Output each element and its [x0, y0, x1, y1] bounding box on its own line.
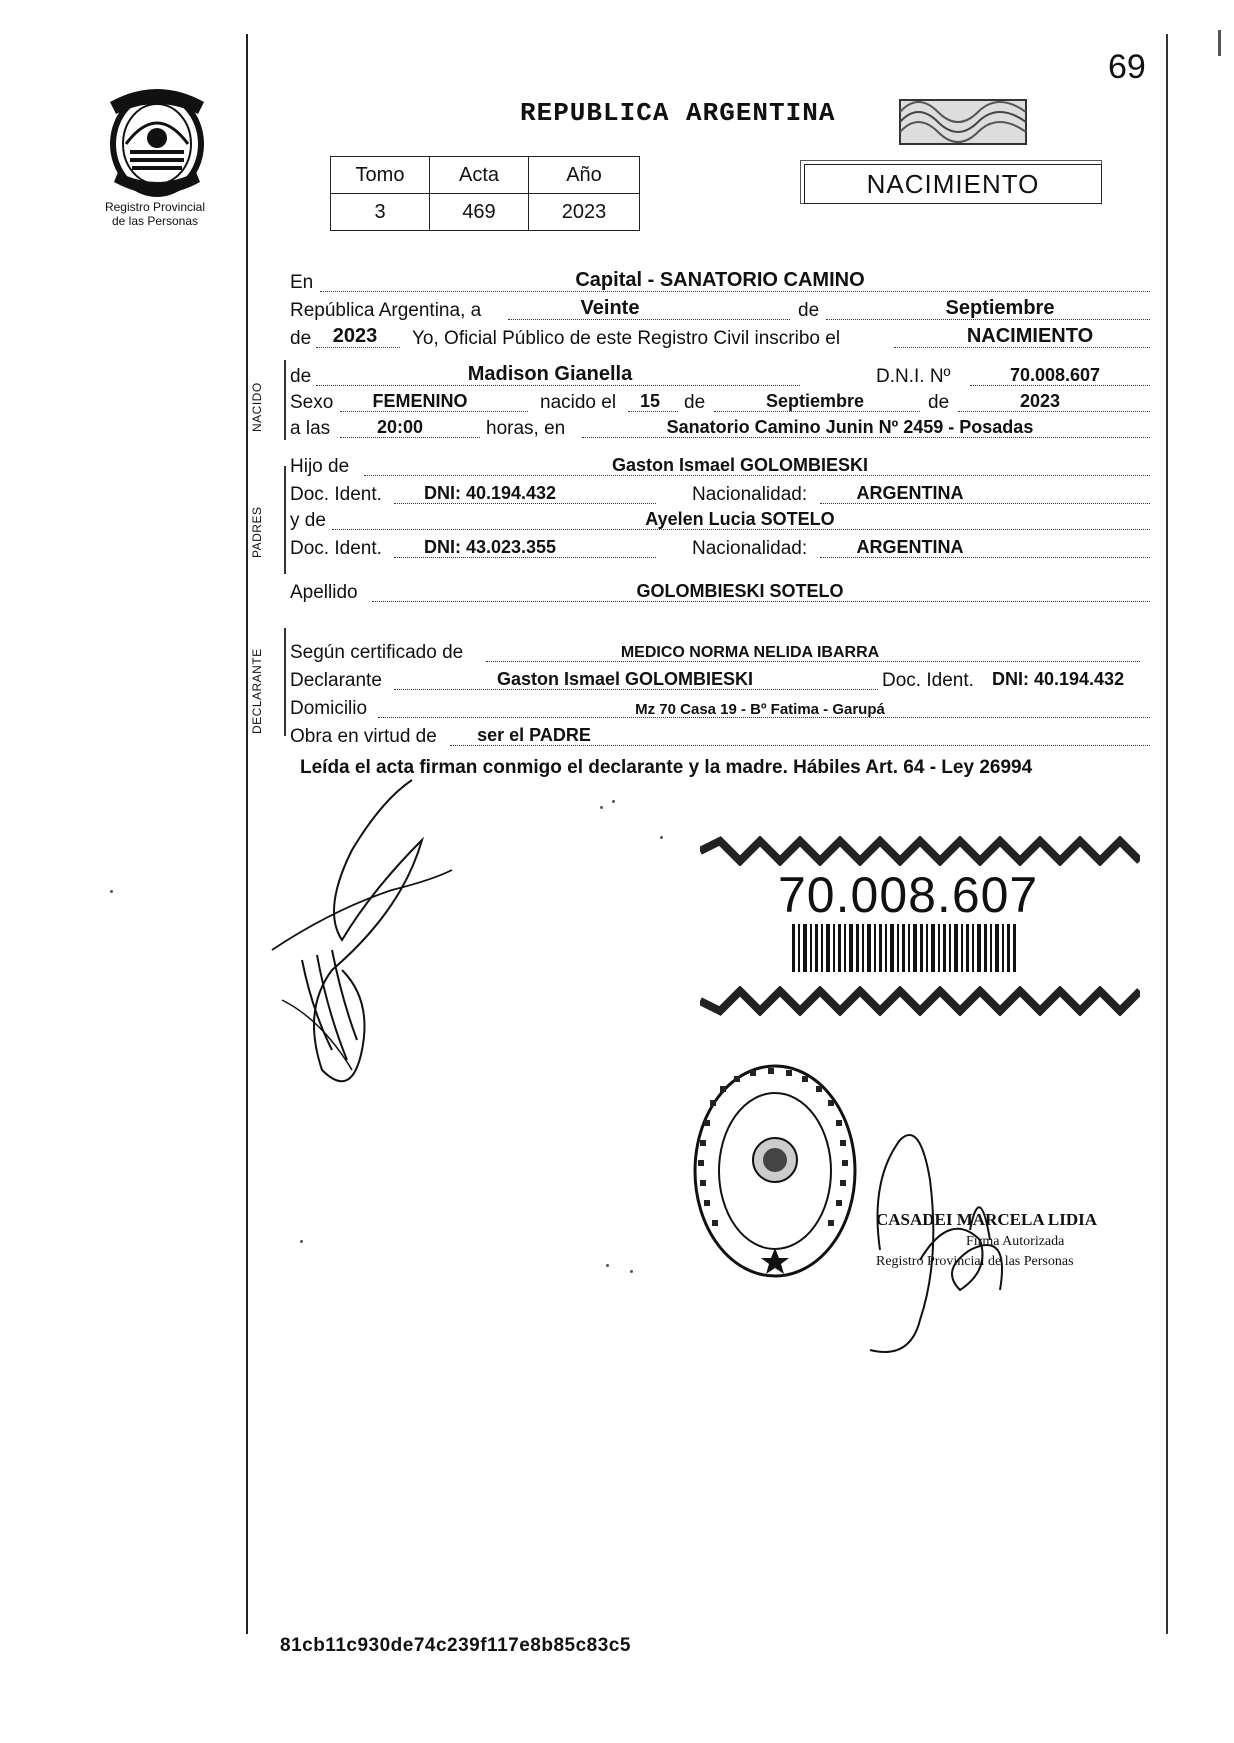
province-emblem-logo [100, 82, 214, 200]
logo-caption [80, 200, 230, 228]
mother-doc: DNI: 43.023.355 [423, 537, 557, 557]
mother-nationality: ARGENTINA [856, 537, 964, 557]
doc-label: Doc. Ident. [290, 538, 382, 559]
virtue-value: ser el PADRE [477, 725, 591, 745]
de-label: de [290, 328, 312, 349]
registry-header-ano: Año [529, 157, 640, 194]
padres-section-label: PADRES [250, 506, 264, 558]
virtue-row [290, 722, 1150, 748]
official-signature [860, 1120, 1060, 1360]
declarant-name: Gaston Ismael GOLOMBIESKI [496, 669, 754, 689]
mother-row [290, 506, 1150, 532]
father-label: Hijo de [290, 456, 350, 477]
page-number: 69 [1108, 48, 1146, 86]
father-doc: DNI: 40.194.432 [423, 483, 557, 503]
year-value: 2023 [332, 325, 378, 347]
registry-header-row [331, 157, 640, 194]
father-nationality: ARGENTINA [856, 483, 964, 503]
country-label: República Argentina, a [290, 300, 482, 321]
nationality-label: Nacionalidad: [692, 538, 808, 559]
registry-header-acta: Acta [430, 157, 529, 194]
registry-value-row [331, 194, 640, 231]
surname-row [290, 578, 1150, 604]
mother-name: Ayelen Lucia SOTELO [645, 509, 835, 529]
registry-value-ano: 2023 [529, 194, 640, 231]
speck [300, 1240, 303, 1243]
edge-mark [1218, 30, 1221, 56]
left-margin-line [246, 34, 248, 1634]
born-label: nacido el [540, 392, 617, 413]
registry-header-tomo: Tomo [331, 157, 430, 194]
logo-caption-line2: de las Personas [111, 214, 199, 228]
mother-label: y de [290, 510, 326, 531]
speck [630, 1270, 633, 1273]
certificate-row [290, 638, 1150, 664]
address-row [290, 694, 1150, 720]
speck [110, 890, 113, 893]
address-label: Domicilio [290, 698, 368, 719]
official-name: CASADEI MARCELA LIDIA [876, 1210, 1098, 1229]
day-value: Veinte [580, 297, 640, 319]
declarant-row [290, 666, 1150, 692]
certificate-value: MEDICO NORMA NELIDA IBARRA [620, 644, 880, 661]
date-row [290, 296, 1150, 322]
time-label: a las [290, 418, 331, 439]
official-text: Yo, Oficial Público de este Registro Civil inscribo el [412, 328, 841, 349]
surname-label: Apellido [290, 582, 358, 603]
birth-month: Septiembre [765, 391, 865, 411]
child-dni: 70.008.607 [1009, 365, 1101, 385]
child-sex: FEMENINO [372, 391, 468, 411]
padres-group-line [284, 466, 286, 574]
closing-statement: Leída el acta firman conmigo el declarante y la madre. Hábiles Art. 64 - Ley 26994 [300, 757, 1033, 778]
mother-doc-row [290, 534, 1150, 560]
declarant-doc: DNI: 40.194.432 [992, 669, 1125, 689]
right-margin-line [1166, 34, 1168, 1634]
speck [660, 836, 663, 839]
place-row [290, 268, 1150, 294]
registry-value-tomo: 3 [331, 194, 430, 231]
father-name: Gaston Ismael GOLOMBIESKI [611, 455, 869, 475]
speck [612, 800, 615, 803]
birth-day: 15 [639, 391, 661, 411]
security-pattern-top [700, 836, 1140, 866]
declarant-signature [262, 770, 462, 1100]
address-value: Mz 70 Casa 19 - Bº Fatima - Garupá [635, 701, 885, 718]
birth-place: Sanatorio Camino Junin Nº 2459 - Posadas [666, 417, 1034, 437]
barcode-icon [792, 924, 1016, 972]
child-name: Madison Gianella [467, 363, 633, 385]
logo-caption-line1: Registro Provincial [104, 200, 206, 214]
year-row [290, 324, 1150, 350]
declarante-group-line [284, 628, 286, 736]
act-value: NACIMIENTO [966, 325, 1094, 347]
surname-value: GOLOMBIESKI SOTELO [636, 581, 844, 601]
declarant-label: Declarante [290, 670, 382, 691]
security-seal-icon [898, 98, 1028, 146]
de-label: de [290, 366, 312, 387]
hours-label: horas, en [486, 418, 566, 439]
registry-table [330, 156, 640, 231]
document-type-box: NACIMIENTO [804, 164, 1102, 204]
official-role: Firma Autorizada [966, 1234, 1065, 1249]
de-label: de [798, 300, 820, 321]
speck [606, 1264, 609, 1267]
nacido-section-label: NACIDO [250, 382, 264, 432]
birth-year: 2023 [1019, 391, 1061, 411]
virtue-label: Obra en virtud de [290, 726, 437, 747]
dni-stamp-number: 70.008.607 [778, 867, 1039, 923]
sex-label: Sexo [290, 392, 334, 413]
speck [600, 806, 603, 809]
official-delegation-stamp [690, 1060, 860, 1282]
father-doc-row [290, 480, 1150, 506]
nationality-label: Nacionalidad: [692, 484, 808, 505]
de-label: de [928, 392, 950, 413]
certificate-label: Según certificado de [290, 642, 464, 663]
birth-time: 20:00 [376, 417, 424, 437]
dni-label: D.N.I. Nº [876, 366, 951, 387]
doc-label: Doc. Ident. [290, 484, 382, 505]
doc-label: Doc. Ident. [882, 670, 974, 691]
document-hash: 81cb11c930de74c239f117e8b85c83c5 [280, 1635, 631, 1656]
country-title: REPUBLICA ARGENTINA [520, 98, 836, 128]
child-name-row [290, 362, 1150, 388]
official-organization: Registro Provincial de las Personas [876, 1254, 1074, 1269]
declarante-section-label: DECLARANTE [250, 648, 264, 734]
de-label: de [684, 392, 706, 413]
nacido-group-line [284, 360, 286, 440]
place-label: En [290, 272, 314, 293]
security-pattern-bottom [700, 986, 1140, 1016]
month-value: Septiembre [945, 297, 1055, 319]
registry-value-acta: 469 [430, 194, 529, 231]
place-value: Capital - SANATORIO CAMINO [575, 269, 865, 291]
father-row [290, 452, 1150, 478]
child-sex-row [290, 388, 1150, 414]
child-time-row [290, 414, 1150, 440]
